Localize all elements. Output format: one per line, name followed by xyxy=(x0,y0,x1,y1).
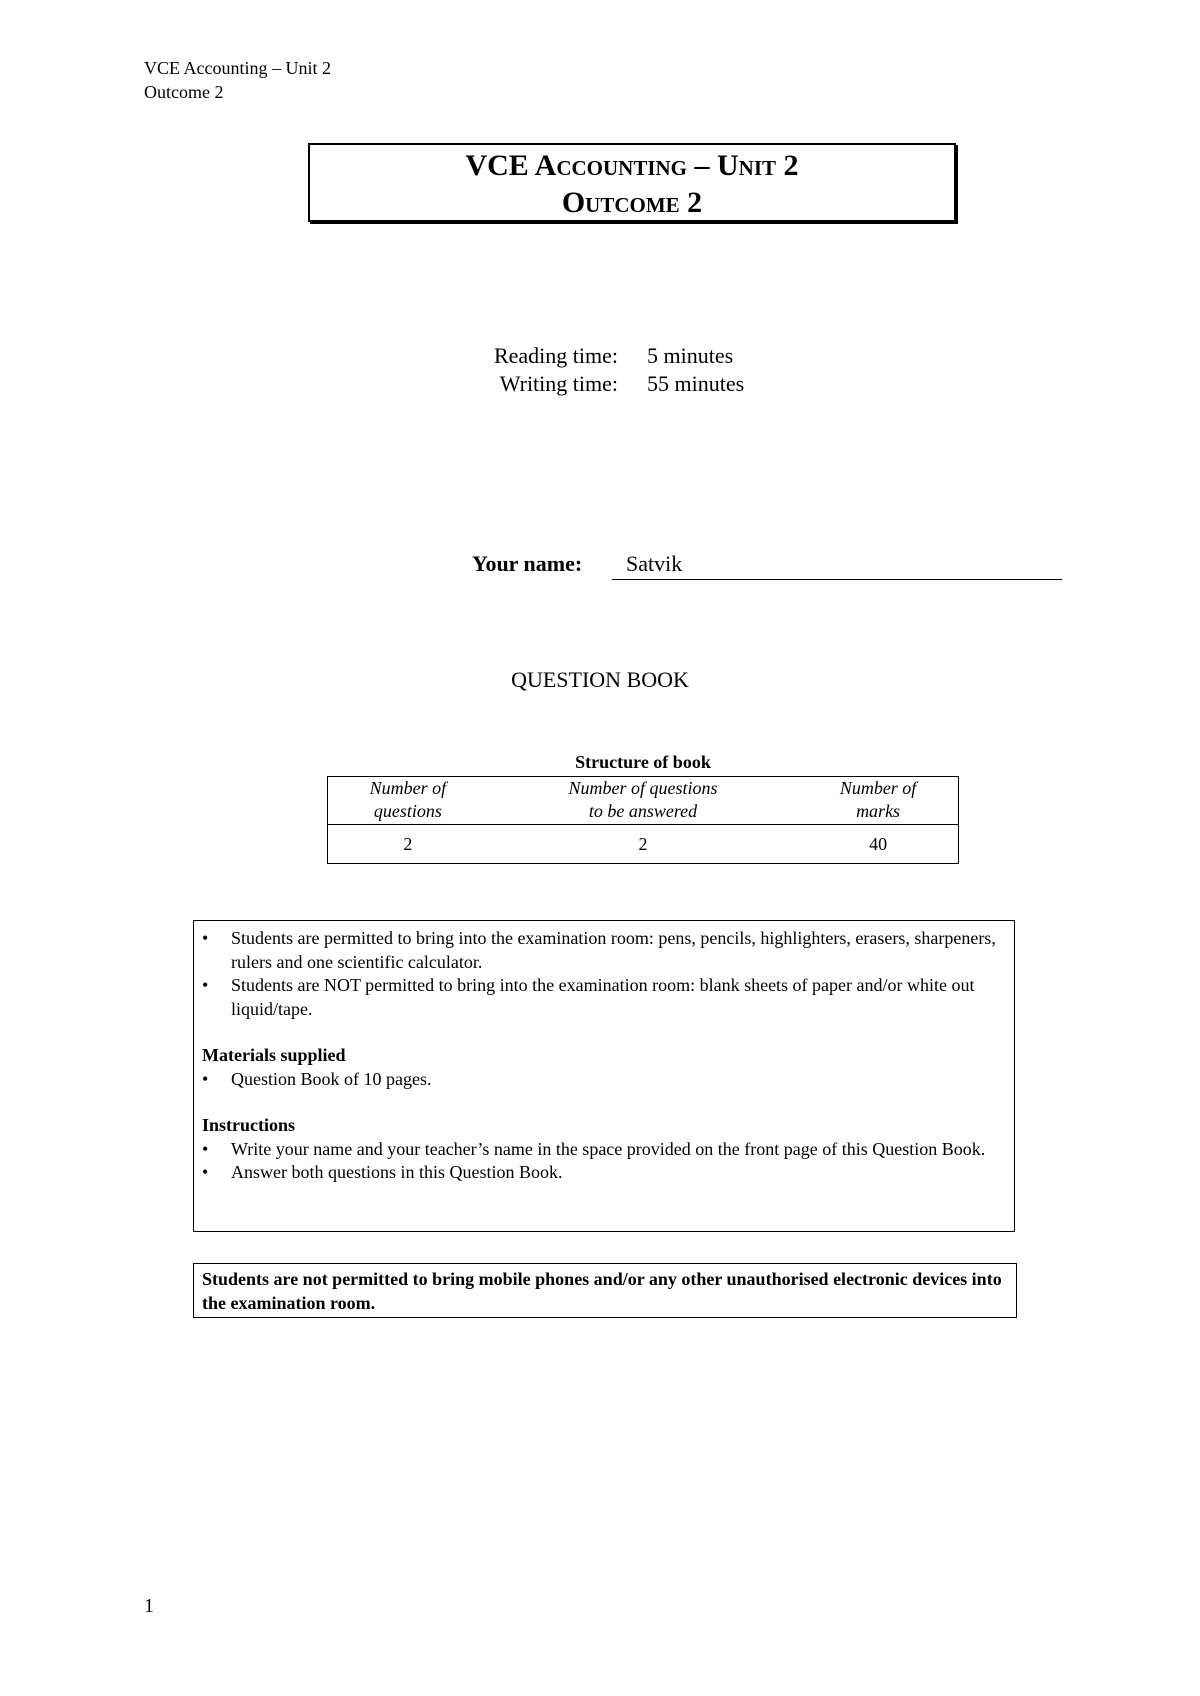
reading-time-label: Reading time: xyxy=(493,343,618,368)
instruction-1-text: Write your name and your teacher’s name in the space provided on the front page of this Question Book. xyxy=(231,1138,986,1159)
bullet-icon: • xyxy=(202,1162,209,1182)
name-field-line[interactable] xyxy=(612,579,1062,580)
structure-header-row xyxy=(328,777,959,825)
bullet-icon: • xyxy=(202,928,209,948)
rules-box xyxy=(193,920,1015,1232)
header-line-2: Outcome 2 xyxy=(144,82,224,102)
structure-table xyxy=(327,776,959,864)
page-header xyxy=(144,56,331,104)
col-header-to-answer: Number of questions to be answered xyxy=(488,777,798,825)
title-line-1: VCE Accounting – Unit 2 xyxy=(465,149,799,182)
bullet-icon: • xyxy=(202,975,209,995)
cell-marks: 40 xyxy=(798,825,958,864)
bullet-icon: • xyxy=(202,1138,209,1159)
cell-to-answer: 2 xyxy=(488,825,798,864)
name-label: Your name: xyxy=(472,551,583,576)
warning-box: Students are not permitted to bring mobile phones and/or any other unauthorised electronic devices into the examination room. xyxy=(193,1263,1017,1318)
col-header-marks: Number of marks xyxy=(798,777,958,825)
question-book-heading: QUESTION BOOK xyxy=(511,667,689,692)
permitted-text: Students are permitted to bring into the examination room: pens, pencils, highlighters, erasers, sharpeners, rulers and one scientific calculator. xyxy=(231,928,996,972)
structure-title: Structure of book xyxy=(575,752,711,772)
page-number: 1 xyxy=(144,1595,154,1617)
time-values xyxy=(647,342,744,398)
header-line-1: VCE Accounting – Unit 2 xyxy=(144,58,331,78)
cell-questions: 2 xyxy=(328,825,488,864)
table-row xyxy=(328,825,959,864)
reading-time-value: 5 minutes xyxy=(647,343,734,368)
list-item xyxy=(202,974,1006,1021)
instructions-heading: Instructions xyxy=(202,1115,296,1135)
list-item xyxy=(202,927,1006,974)
name-value[interactable]: Satvik xyxy=(626,551,683,576)
col-header-questions: Number of questions xyxy=(328,777,488,825)
materials-text: Question Book of 10 pages. xyxy=(231,1068,432,1089)
list-item xyxy=(202,1068,1006,1092)
materials-heading: Materials supplied xyxy=(202,1045,346,1065)
writing-time-label: Writing time: xyxy=(499,371,618,396)
title-box xyxy=(308,143,956,222)
list-item xyxy=(202,1161,1006,1185)
bullet-icon: • xyxy=(202,1068,209,1089)
list-item xyxy=(202,1138,1006,1162)
instruction-2-text: Answer both questions in this Question Book. xyxy=(231,1162,563,1182)
title-line-2: Outcome 2 xyxy=(561,186,703,219)
writing-time-value: 55 minutes xyxy=(647,371,745,396)
time-labels xyxy=(0,342,618,398)
not-permitted-text: Students are NOT permitted to bring into the examination room: blank sheets of paper and/or white out liquid/tape. xyxy=(231,975,975,1019)
